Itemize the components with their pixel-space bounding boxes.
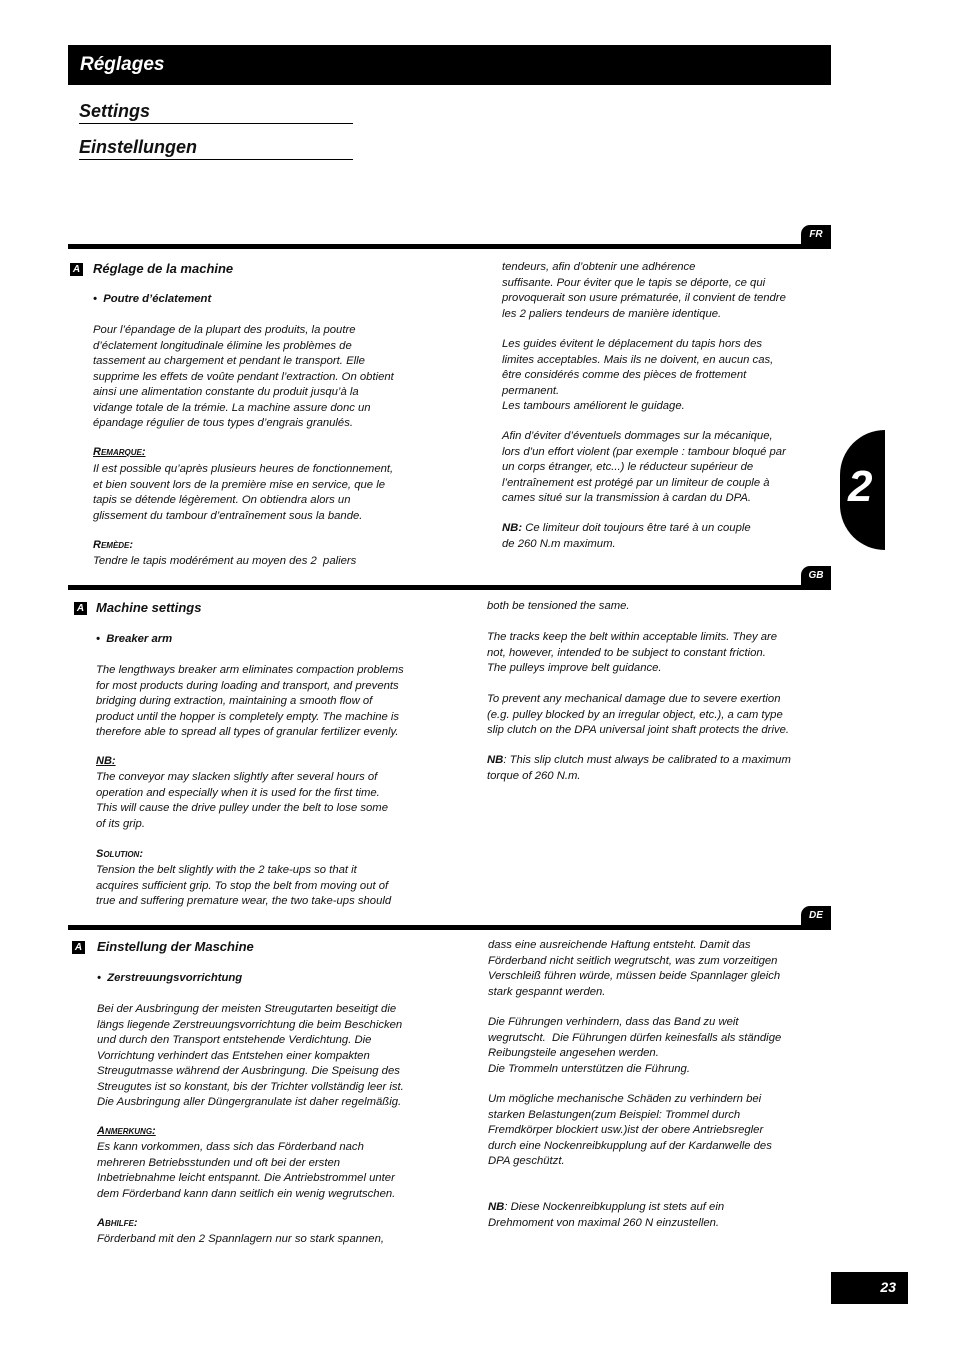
paragraph-gb-right-3: To prevent any mechanical damage due to severe exertion (e.g. pulley blocked by an irregular object, etc.), a cam type slip clutch on the DPA universal joint shaft protects the drive. — [487, 693, 790, 736]
section-title-de: Einstellung der Maschine — [97, 939, 254, 954]
header-bar — [68, 45, 831, 85]
note-text-gb: The conveyor may slacken slightly after several hours of operation and especially when it is used for the first time. This will cause the drive pulley under the belt to lose some of its grip. — [96, 771, 388, 830]
remedy-label-gb: Solution: — [96, 848, 143, 860]
remedy-text-de: Förderband mit den 2 Spannlagern nur so stark spannen, — [97, 1233, 384, 1245]
page-number-box — [831, 1272, 908, 1304]
paragraph-fr-right-1: tendeurs, afin d’obtenir une adhérence suffisante. Pour éviter que le tapis se déporte, ce qui provoquerait son usure prématurée, il convient de tendre les 2 paliers tendeurs de manière identique. — [502, 261, 786, 320]
note-label-gb: NB: — [96, 755, 116, 767]
bullet-fr: • Poutre d’éclatement — [93, 293, 212, 305]
remedy-text-gb: Tension the belt slightly with the 2 take-ups so that it acquires sufficient grip. To stop the belt from moving out of true and suffering premature wear, the two take-ups should — [96, 864, 392, 907]
nb-fr — [502, 521, 822, 552]
subtitle-einstellungen: Einstellungen — [79, 137, 353, 160]
remedy-label-de: Abhilfe: — [97, 1217, 138, 1229]
bullet-gb-text: Breaker arm — [106, 633, 173, 645]
bullet-de: • Zerstreuungsvorrichtung — [97, 972, 243, 984]
section-rule-de — [68, 925, 831, 930]
paragraph-de-1: Bei der Ausbringung der meisten Streugutarten beseitigt die längs liegende Zerstreuungsvorrichtung die beim Beschicken und durch den Transport entstehende Verdichtung. Die Vorrichtung verhindert das Entstehen einer kompakten Streugutmasse während der Ausbringung. Die Speisung des Streugutes ist so konstant, bis der Trichter vollständig leer ist. Die Ausbringung aller Düngergranulate ist daher regelmäßig. — [97, 1003, 404, 1108]
section-rule-fr — [68, 244, 831, 249]
section-marker-fr: A — [70, 263, 83, 276]
remedy-text-fr: Tendre le tapis modérément au moyen des 2 paliers — [93, 555, 357, 567]
header-title: Réglages — [80, 54, 165, 75]
note-label-de: Anmerkung: — [97, 1125, 156, 1137]
nb-text-de: : Diese Nockenreibkupplung ist stets auf ein Drehmoment von maximal 260 N einzustellen. — [488, 1201, 725, 1229]
bullet-gb: • Breaker arm — [96, 633, 173, 645]
bullet-de-text: Zerstreuungsvorrichtung — [107, 972, 243, 984]
paragraph-de-right-3: Um mögliche mechanische Schäden zu verhindern bei starken Belastungen(zum Beispiel: Trommel durch Fremdkörper blockiert usw.)ist der obere Antriebsregler durch eine Nockenreibkupplung auf der Kardanwelle des DPA geschützt. — [488, 1093, 772, 1167]
paragraph-fr-right-3: Afin d’éviter d’éventuels dommages sur la mécanique, lors d’un effort violent (par exemple : tambour bloqué par un corps étranger, etc...) le réducteur supérieur de l’entraînement est protégé par un limiteur de couple à cames situé sur la transmission à cardan du DPA. — [502, 430, 786, 504]
paragraph-de-right-2: Die Führungen verhindern, dass das Band zu weit wegrutscht. Die Führungen dürfen keinesfalls als ständige Reibungsteile angesehen werden. Die Trommeln unterstützen die Führung. — [488, 1016, 782, 1075]
note-label-fr: Remarque: — [93, 446, 146, 458]
paragraph-de-right-1: dass eine ausreichende Haftung entsteht. Damit das Förderband nicht seitlich wegrutscht, was zum vorzeitigen Verschleiß führen würde, müssen beide Spannlager gleich stark gespannt werden. — [488, 939, 781, 998]
note-text-de: Es kann vorkommen, dass sich das Förderband nach mehreren Betriebsstunden und oft bei der ersten Inbetriebnahme leicht entspannt. Die Antriebstrommel unter dem Förderband kann dann seitlich ein wenig wegrutschen. — [97, 1141, 396, 1200]
chapter-number: 2 — [848, 462, 873, 511]
nb-gb — [487, 753, 822, 784]
section-marker-gb: A — [74, 602, 87, 615]
section-title-fr: Réglage de la machine — [93, 261, 234, 276]
nb-label-de: NB — [488, 1201, 505, 1213]
page-number: 23 — [880, 1279, 896, 1295]
section-marker-de: A — [72, 941, 85, 954]
note-text-fr: Il est possible qu’après plusieurs heures de fonctionnement, et bien souvent lors de la première mise en service, que le tapis se détende légèrement. On obtiendra alors un glissement du tambour d’entraînement sous la bande. — [93, 463, 394, 522]
language-badge-de: DE — [801, 906, 831, 928]
nb-de — [488, 1200, 823, 1231]
language-badge-gb: GB — [801, 566, 831, 588]
paragraph-gb-right-2: The tracks keep the belt within acceptable limits. They are not, however, intended to be subject to constant friction. The pulleys improve belt guidance. — [487, 631, 778, 674]
nb-text-fr: Ce limiteur doit toujours être taré à un couple de 260 N.m maximum. — [502, 522, 751, 550]
remedy-label-fr: Remède: — [93, 539, 134, 551]
section-rule-gb — [68, 585, 831, 590]
paragraph-gb-1: The lengthways breaker arm eliminates compaction problems for most products during loading and transport, and prevents bridging during extraction, maintaining a smooth flow of product until the hopper is completely empty. The machine is therefore able to spread all types of granular fertilizer evenly. — [96, 664, 404, 738]
nb-text-gb: : This slip clutch must always be calibrated to a maximum torque of 260 N.m. — [487, 754, 791, 782]
subtitle-settings: Settings — [79, 101, 353, 124]
language-badge-fr: FR — [801, 225, 831, 247]
paragraph-fr-right-2: Les guides évitent le déplacement du tapis hors des limites acceptables. Mais ils ne doivent, en aucun cas, être considérés comme des pièces de frottement permanent. Les tambours améliorent le guidage. — [502, 338, 774, 412]
bullet-fr-text: Poutre d’éclatement — [103, 293, 212, 305]
nb-label-gb: NB — [487, 754, 504, 766]
paragraph-gb-right-1: both be tensioned the same. — [487, 600, 630, 612]
nb-label-fr: NB: — [502, 522, 523, 534]
section-title-gb: Machine settings — [96, 600, 202, 615]
paragraph-fr-1: Pour l’épandage de la plupart des produits, la poutre d’éclatement longitudinale élimine les problèmes de tassement au chargement et pendant le transport. Elle supprime les effets de voûte pendant l’extraction. On obtient ainsi une alimentation constante du produit jusqu’à la vidange totale de la trémie. La machine assure donc un épandage régulier de tous types d’engrais granulés. — [93, 324, 394, 429]
